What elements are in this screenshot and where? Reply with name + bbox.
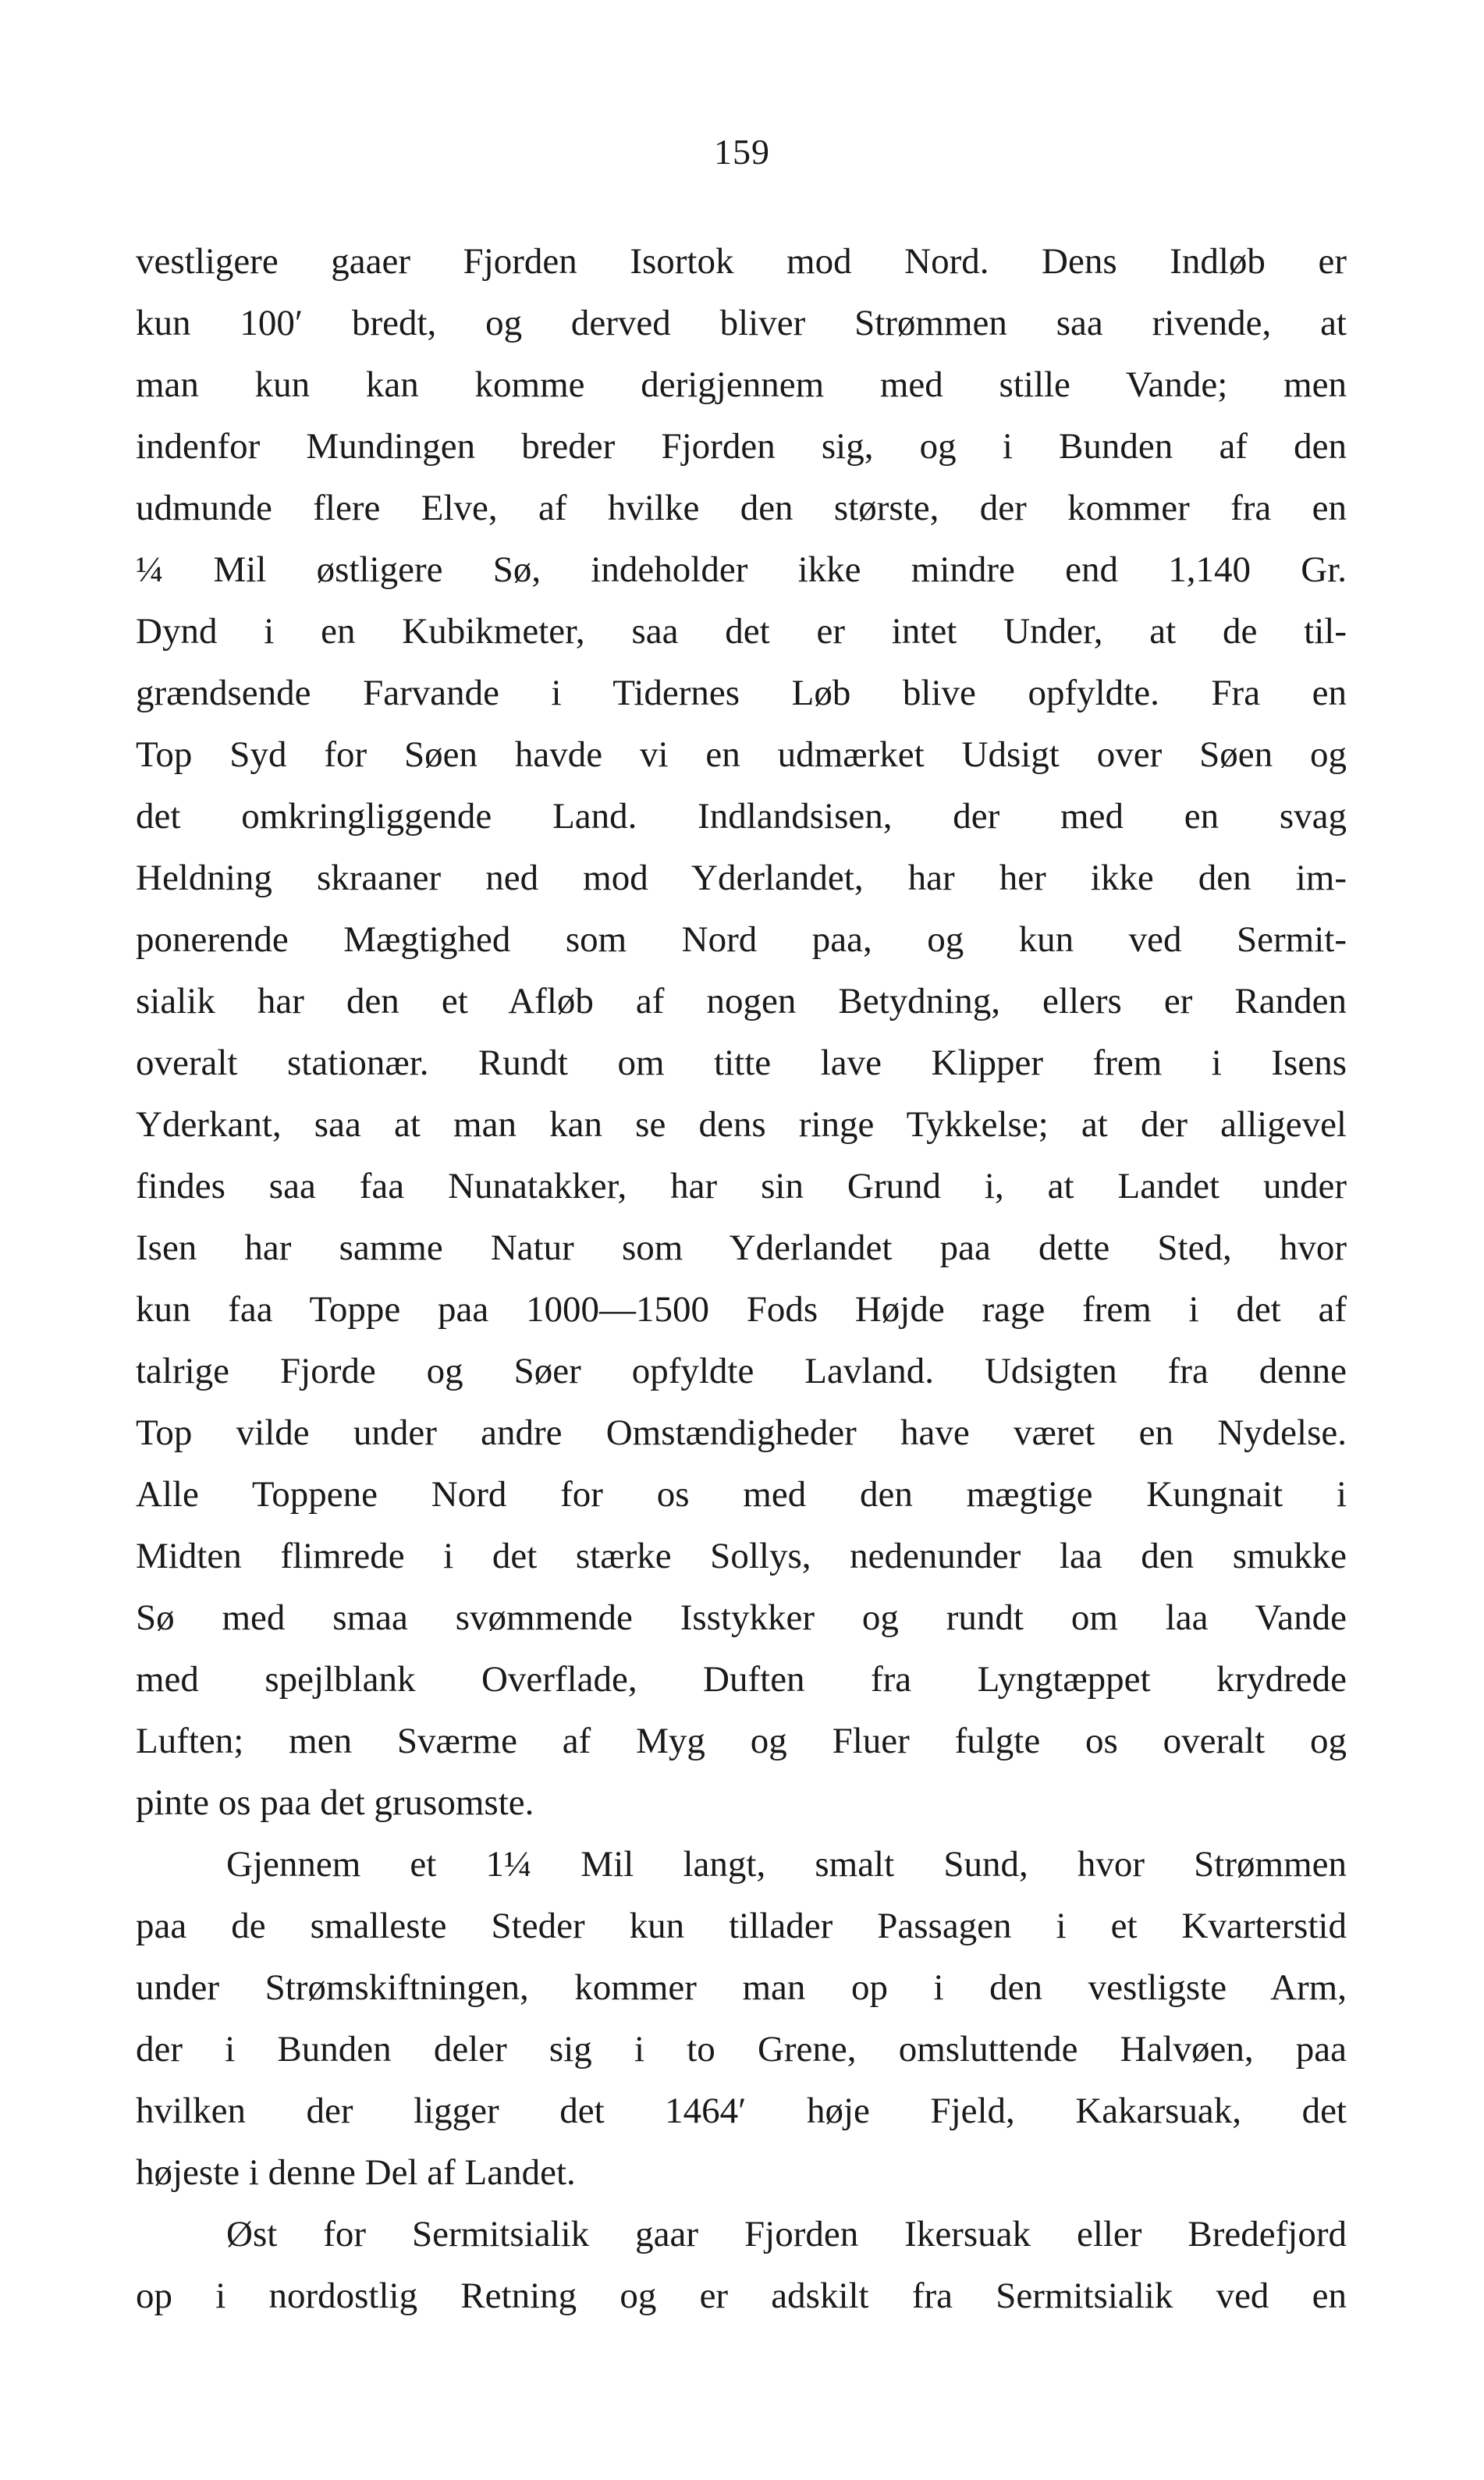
text-line: findes saa faa Nunatakker, har sin Grund i, at Landet under <box>136 1166 1347 1206</box>
text-line: grændsende Farvande i Tidernes Løb blive opfyldte. Fra en <box>136 673 1347 713</box>
text-line: Top Syd for Søen havde vi en udmærket Udsigt over Søen og <box>136 734 1347 775</box>
text-line: kun 100′ bredt, og derved bliver Strømmen saa rivende, at <box>136 303 1347 343</box>
text-line: Sø med smaa svømmende Isstykker og rundt om laa Vande <box>136 1597 1347 1638</box>
page-number: 159 <box>714 132 770 172</box>
text-line: Alle Toppene Nord for os med den mægtige Kungnait i <box>136 1474 1347 1515</box>
text-line: Heldning skraaner ned mod Yderlandet, har her ikke den im- <box>136 858 1347 898</box>
text-line: det omkringliggende Land. Indlandsisen, der med en svag <box>136 796 1347 837</box>
text-line: ¼ Mil østligere Sø, indeholder ikke mindre end 1,140 Gr. <box>136 549 1347 590</box>
text-line: der i Bunden deler sig i to Grene, omsluttende Halvøen, paa <box>136 2029 1347 2070</box>
text-line: vestligere gaaer Fjorden Isortok mod Nord. Dens Indløb er <box>136 241 1347 282</box>
text-line: Midten flimrede i det stærke Sollys, nedenunder laa den smukke <box>136 1536 1347 1576</box>
text-line: man kun kan komme derigjennem med stille Vande; men <box>136 364 1347 405</box>
paragraph-end-line: højeste i denne Del af Landet. <box>136 2152 576 2193</box>
text-line: udmunde flere Elve, af hvilke den største, der kommer fra en <box>136 488 1347 528</box>
text-line: Isen har samme Natur som Yderlandet paa dette Sted, hvor <box>136 1228 1347 1268</box>
body-text <box>136 231 1347 2327</box>
paragraph-start-line: Øst for Sermitsialik gaar Fjorden Ikersuak eller Bredefjord <box>226 2214 1347 2254</box>
paragraph-end-line: pinte os paa det grusomste. <box>136 1782 534 1823</box>
paragraph-start-line: Gjennem et 1¼ Mil langt, smalt Sund, hvor Strømmen <box>226 1844 1347 1885</box>
text-line: paa de smalleste Steder kun tillader Passagen i et Kvarterstid <box>136 1906 1347 1946</box>
text-line: under Strømskiftningen, kommer man op i den vestligste Arm, <box>136 1967 1347 2008</box>
text-line: ponerende Mægtighed som Nord paa, og kun ved Sermit- <box>136 919 1347 960</box>
text-line: Top vilde under andre Omstændigheder have været en Nydelse. <box>136 1412 1347 1453</box>
text-line: Luften; men Sværme af Myg og Fluer fulgte os overalt og <box>136 1721 1347 1761</box>
text-line: talrige Fjorde og Søer opfyldte Lavland. Udsigten fra denne <box>136 1351 1347 1391</box>
text-line: sialik har den et Afløb af nogen Betydning, ellers er Randen <box>136 981 1347 1021</box>
text-line: hvilken der ligger det 1464′ høje Fjeld, Kakarsuak, det <box>136 2091 1347 2131</box>
text-line: Yderkant, saa at man kan se dens ringe Tykkelse; at der alligevel <box>136 1104 1347 1145</box>
text-line: op i nordostlig Retning og er adskilt fra Sermitsialik ved en <box>136 2276 1347 2316</box>
text-line: overalt stationær. Rundt om titte lave Klipper frem i Isens <box>136 1043 1347 1083</box>
text-line: Dynd i en Kubikmeter, saa det er intet Under, at de til- <box>136 611 1347 652</box>
text-line: med spejlblank Overflade, Duften fra Lyngtæppet krydrede <box>136 1659 1347 1700</box>
text-line: kun faa Toppe paa 1000—1500 Fods Højde rage frem i det af <box>136 1289 1347 1330</box>
text-line: indenfor Mundingen breder Fjorden sig, og i Bunden af den <box>136 426 1347 467</box>
